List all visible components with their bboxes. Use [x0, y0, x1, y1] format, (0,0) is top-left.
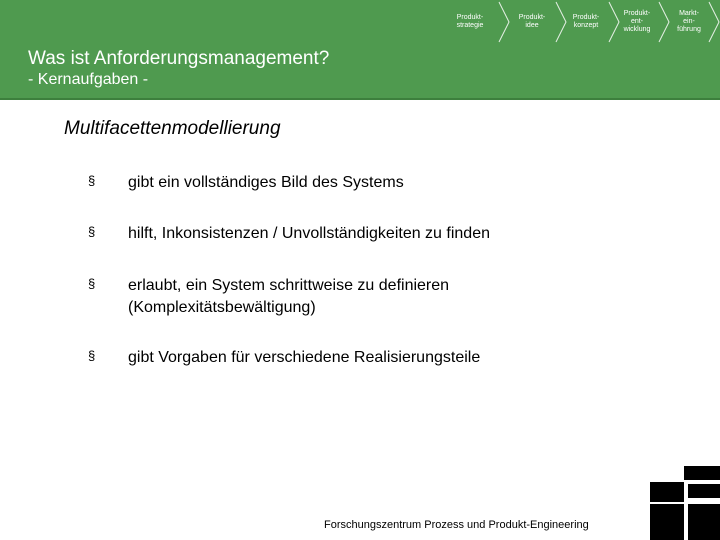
page-subtitle: - Kernaufgaben - [28, 71, 149, 88]
bullet-icon: § [88, 173, 96, 188]
process-step-entwicklung: Produkt- ent- wicklung [623, 10, 651, 33]
bullet-icon: § [88, 276, 96, 291]
page-title: Was ist Anforderungsmanagement? [28, 48, 330, 69]
bullet-icon: § [88, 224, 96, 239]
process-step-markteinfuehrung: Markt- ein- führung [677, 10, 701, 33]
institute-logo-icon [648, 466, 720, 540]
section-heading: Multifacettenmodellierung [64, 118, 281, 139]
process-step-konzept: Produkt- konzept [572, 14, 600, 29]
footer-text: Forschungszentrum Prozess und Produkt-Engineering [324, 519, 589, 531]
process-step-idee: Produkt- idee [518, 14, 546, 29]
bullet-text: hilft, Inkonsistenzen / Unvollständigkeiten zu finden [128, 225, 490, 242]
process-step-strategie: Produkt- strategie [456, 14, 484, 29]
chevron-icon [499, 2, 509, 42]
bullet-text: gibt Vorgaben für verschiedene Realisierungsteile [128, 349, 481, 366]
bullet-text: erlaubt, ein System schrittweise zu definieren (Komplexitätsbewältigung) [128, 277, 450, 316]
bullet-text: gibt ein vollständiges Bild des Systems [128, 174, 404, 191]
header-banner [0, 0, 720, 100]
process-chevrons [445, 0, 720, 50]
bullet-icon: § [88, 348, 96, 363]
